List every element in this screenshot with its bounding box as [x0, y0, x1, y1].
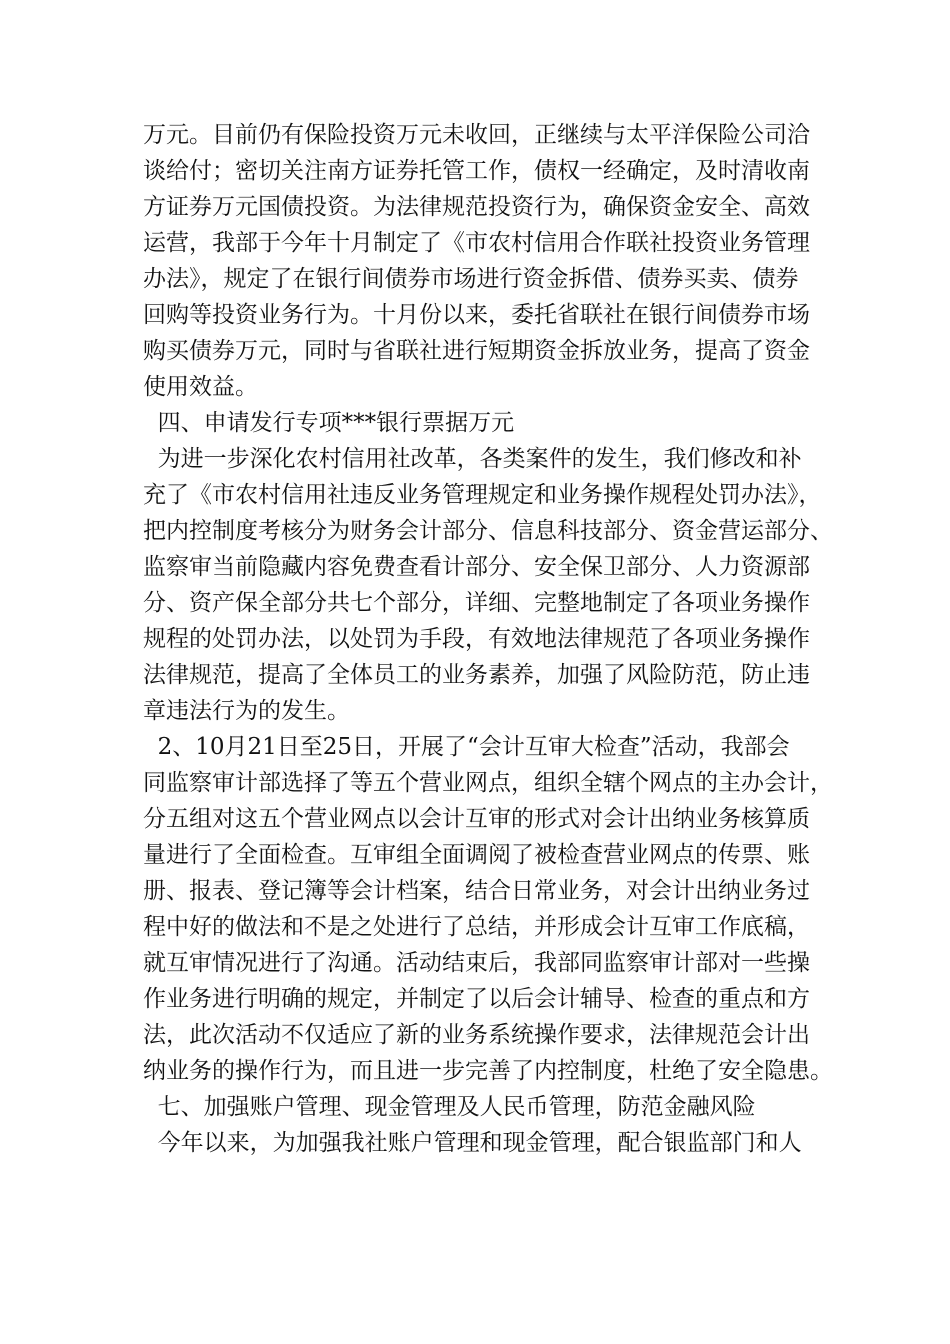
- text-line: 今年以来，为加强我社账户管理和现金管理，配合银监部门和人: [143, 1130, 802, 1156]
- text-line: 量进行了全面检查。互审组全面调阅了被检查营业网点的传票、账: [143, 842, 810, 868]
- text-line: 纳业务的操作行为，而且进一步完善了内控制度，杜绝了安全隐患。: [143, 1058, 833, 1084]
- text-line: 万元。目前仍有保险投资万元未收回，正继续与太平洋保险公司洽: [143, 122, 810, 148]
- text-line: 同监察审计部选择了等五个营业网点，组织全辖个网点的主办会计，: [143, 770, 833, 796]
- document-body: [143, 117, 833, 1161]
- text-line: 监察审当前隐藏内容免费查看计部分、安全保卫部分、人力资源部: [143, 554, 810, 580]
- text-line: 运营，我部于今年十月制定了《市农村信用合作联社投资业务管理: [143, 230, 810, 256]
- text-line: 法律规范，提高了全体员工的业务素养，加强了风险防范，防止违: [143, 662, 810, 688]
- text-line: 规程的处罚办法，以处罚为手段，有效地法律规范了各项业务操作: [143, 626, 810, 652]
- text-line: 就互审情况进行了沟通。活动结束后，我部同监察审计部对一些操: [143, 950, 810, 976]
- text-line: 册、报表、登记簿等会计档案，结合日常业务，对会计出纳业务过: [143, 878, 810, 904]
- text-line: 分五组对这五个营业网点以会计互审的形式对会计出纳业务核算质: [143, 806, 810, 832]
- text-line: 法，此次活动不仅适应了新的业务系统操作要求，法律规范会计出: [143, 1022, 810, 1048]
- text-line: 2、10月21日至25日，开展了“会计互审大检查”活动，我部会: [143, 734, 790, 760]
- text-line: 方证券万元国债投资。为法律规范投资行为，确保资金安全、高效: [143, 194, 810, 220]
- section-heading: 七、加强账户管理、现金管理及人民币管理，防范金融风险: [143, 1094, 756, 1120]
- text-line: 使用效益。: [143, 374, 258, 400]
- text-line: 分、资产保全部分共七个部分，详细、完整地制定了各项业务操作: [143, 590, 810, 616]
- text-line: 办法》，规定了在银行间债券市场进行资金拆借、债券买卖、债券: [143, 266, 799, 292]
- text-line: 作业务进行明确的规定，并制定了以后会计辅导、检查的重点和方: [143, 986, 810, 1012]
- text-line: 回购等投资业务行为。十月份以来，委托省联社在银行间债券市场: [143, 302, 810, 328]
- text-line: 章违法行为的发生。: [143, 698, 350, 724]
- text-line: 谈给付；密切关注南方证券托管工作，债权一经确定，及时清收南: [143, 158, 810, 184]
- section-heading: 四、申请发行专项***银行票据万元: [143, 410, 515, 436]
- text-line: 充了《市农村信用社违反业务管理规定和业务操作规程处罚办法》，: [143, 482, 822, 508]
- text-line: 把内控制度考核分为财务会计部分、信息科技部分、资金营运部分、: [143, 518, 833, 544]
- text-line: 程中好的做法和不是之处进行了总结，并形成会计互审工作底稿，: [143, 914, 810, 940]
- text-line: 为进一步深化农村信用社改革，各类案件的发生，我们修改和补: [143, 446, 802, 472]
- text-line: 购买债券万元，同时与省联社进行短期资金拆放业务，提高了资金: [143, 338, 810, 364]
